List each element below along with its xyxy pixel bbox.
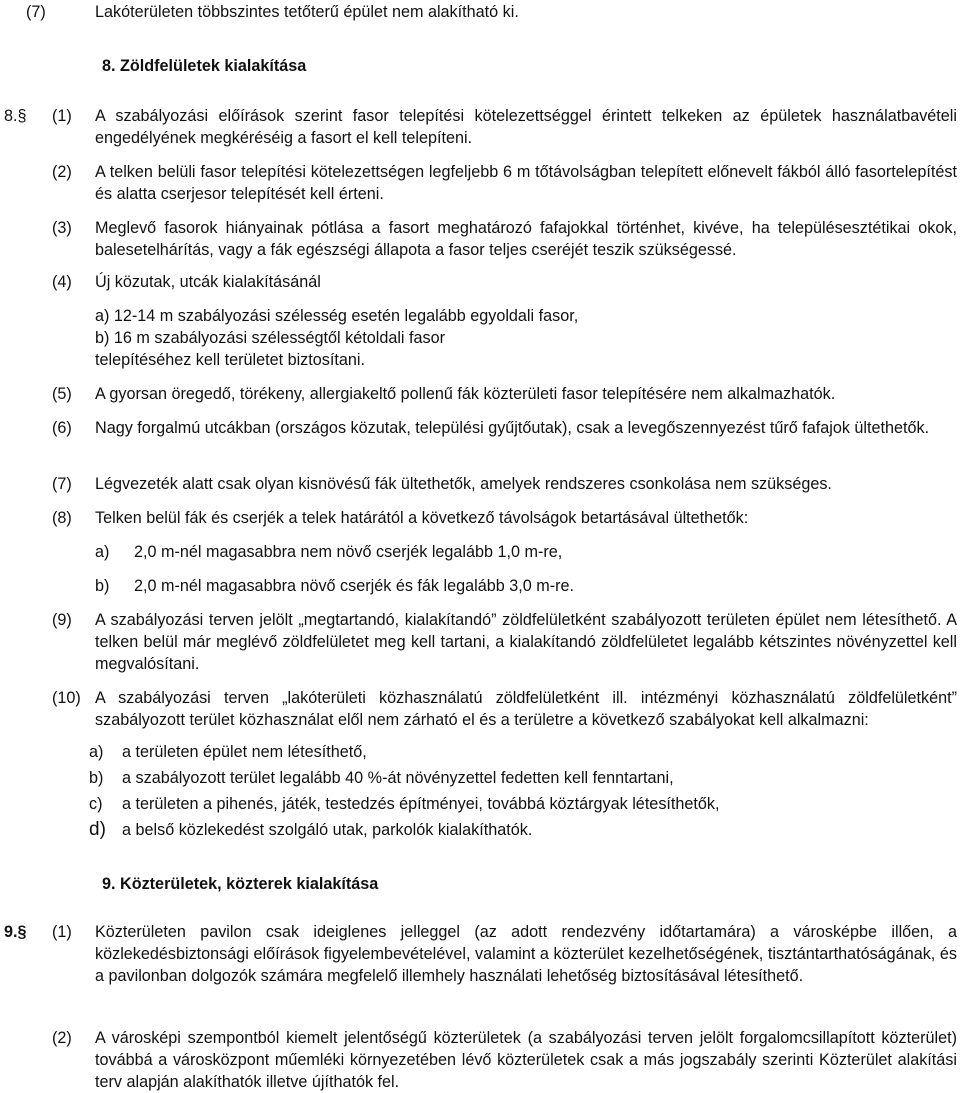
list-item: a szabályozott terület legalább 40 %-át növényzettel fedetten kell fenntartani, <box>122 769 674 787</box>
paragraph-number: (1) <box>52 107 72 125</box>
paragraph-text: A szabályozási terven jelölt „megtartandó, kialakítandó” zöldfelületként szabályozott területen épület nem létesíthető. A telken belül már meglévő zöldfelületet meg kell tartani, a kialakítandó zöldfelületet legalább kétszintes növényzettel kell megvalósítani. <box>95 611 957 673</box>
paragraph-number: (4) <box>52 273 72 291</box>
paragraph-number: (2) <box>52 163 72 181</box>
paragraph-text: A telken belüli fasor telepítési kötelezettségen legfeljebb 6 m tőtávolságban telepített előnevelt fákból álló fasortelepítést és alatta cserjesor telepítését kell érteni. <box>95 163 957 203</box>
section-number: 8.§ <box>4 107 27 125</box>
paragraph-number: (6) <box>52 419 72 437</box>
list-label: b) <box>95 577 110 595</box>
paragraph-number: (7) <box>52 475 72 493</box>
list-label: c) <box>89 795 103 813</box>
section-heading: 9. Közterületek, közterek kialakítása <box>102 875 379 893</box>
list-item: 2,0 m-nél magasabbra nem növő cserjék legalább 1,0 m-re, <box>134 543 563 561</box>
list-item: a) 12-14 m szabályozási szélesség esetén legalább egyoldali fasor, <box>95 307 579 325</box>
paragraph-text: Telken belül fák és cserjék a telek határától a következő távolságok betartásával ültethetők: <box>95 509 749 527</box>
list-label: a) <box>95 543 110 561</box>
paragraph-number: (9) <box>52 611 72 629</box>
list-label: d) <box>89 819 106 840</box>
paragraph-number: (8) <box>52 509 72 527</box>
paragraph-text: A városképi szempontból kiemelt jelentőségű közterületek (a szabályozási terven jelölt forgalomcsillapított közterület) továbbá a városközpont műemléki környezetében lévő közterületek csak a más jogszabály szerinti Közterület alakítási terv alapján alakíthatók illetve újíthatók fel. <box>95 1029 957 1091</box>
list-item: a területen a pihenés, játék, testedzés építményei, továbbá köztárgyak létesíthetők, <box>122 795 720 813</box>
paragraph-number: (1) <box>52 923 72 941</box>
section-number: 9.§ <box>4 923 27 941</box>
list-label: b) <box>89 769 104 787</box>
paragraph-text: Új közutak, utcák kialakításánál <box>95 273 321 291</box>
paragraph-text: Légvezeték alatt csak olyan kisnövésű fák ültethetők, amelyek rendszeres csonkolása nem szükséges. <box>95 475 832 493</box>
paragraph-number: (7) <box>26 3 46 21</box>
list-label: a) <box>89 743 104 761</box>
section-heading: 8. Zöldfelületek kialakítása <box>102 57 307 75</box>
paragraph-text: A szabályozási terven „lakóterületi közhasználatú zöldfelületként ill. intézményi közhasználatú zöldfelületként” szabályozott terület közhasználat elől nem zárható el és a területre a következő szabályokat kell alkalmazni: <box>95 689 957 729</box>
paragraph-number: (10) <box>52 689 81 707</box>
paragraph-number: (2) <box>52 1029 72 1047</box>
paragraph-text: A szabályozási előírások szerint fasor telepítési kötelezettséggel érintett telkeken az épületek használatbavételi engedélyének megkéréséig a fasort el kell telepíteni. <box>95 107 957 147</box>
list-item: 2,0 m-nél magasabbra növő cserjék és fák legalább 3,0 m-re. <box>134 577 574 595</box>
paragraph-text: Közterületen pavilon csak ideiglenes jelleggel (az adott rendezvény időtartamára) a városképbe illően, a közlekedésbiztonsági előírások figyelembevételével, valamint a közterület kezelhetőségének, tisztántarthatóságának, és a pavilonban dolgozók számára megfelelő illemhely használati lehetőség biztosításával létesíthető. <box>95 923 957 985</box>
paragraph-text: Nagy forgalmú utcákban (országos közutak, települési gyűjtőutak), csak a levegőszennyezést tűrő fafajok ültethetők. <box>95 419 930 437</box>
paragraph-text: telepítéséhez kell területet biztosítani. <box>95 351 365 369</box>
list-item: b) 16 m szabályozási szélességtől kétoldali fasor <box>95 329 445 347</box>
list-item: a területen épület nem létesíthető, <box>122 743 367 761</box>
list-item: a belső közlekedést szolgáló utak, parkolók kialakíthatók. <box>122 821 533 839</box>
paragraph-number: (5) <box>52 385 72 403</box>
paragraph-text: Meglevő fasorok hiányainak pótlása a fasort meghatározó fafajokkal történhet, kivéve, ha településesztétikai okok, balesetelhárítás, vagy a fák egészségi állapota a fasor teljes cseréjét teszik szükségessé. <box>95 219 957 259</box>
paragraph-text: A gyorsan öregedő, törékeny, allergiakeltő pollenű fák közterületi fasor telepítésére nem alkalmazhatók. <box>95 385 836 403</box>
paragraph-number: (3) <box>52 219 72 237</box>
paragraph-text: Lakóterületen többszintes tetőterű épület nem alakítható ki. <box>95 3 519 21</box>
